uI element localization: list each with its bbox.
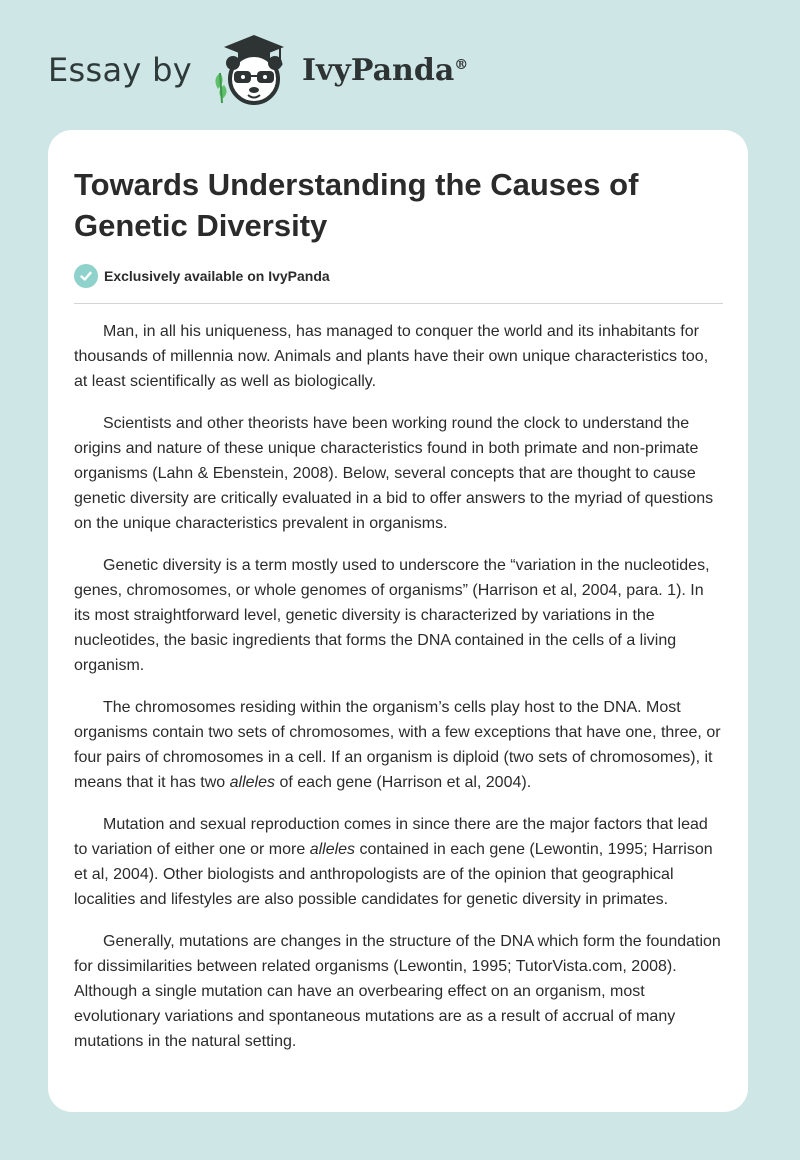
checkmark-icon — [74, 264, 98, 288]
paragraph — [74, 319, 724, 394]
text-run: Mutation and sexual reproduction comes in since there are the major factors that lead to variation of either one or more — [74, 816, 708, 858]
paragraph — [74, 695, 724, 795]
text-run: of each gene (Harrison et al, 2004). — [275, 774, 532, 791]
paragraph — [74, 929, 724, 1054]
text-run: Genetic diversity is a term mostly used to underscore the “variation in the nucleotides, genes, chromosomes, or whole genomes of organisms” (Harrison et al, 2004, para. 1). In its most straightforward level, genetic diversity is characterized by variations in the nucleotides, the basic ingredients that forms the DNA contained in the cells of a living organism. — [74, 557, 710, 674]
paragraph — [74, 553, 724, 678]
essay-by-label: Essay by — [48, 51, 192, 89]
text-run: contained in each gene (Lewontin, 1995; Harrison et al, 2004). Other biologists and anthropologists are of the opinion that geographical localities and lifestyles are also possible candidates for genetic diversity in primates. — [74, 841, 713, 908]
text-run: Generally, mutations are changes in the structure of the DNA which form the foundation for dissimilarities between related organisms (Lewontin, 1995; TutorVista.com, 2008). Although a single mutation can have an overbearing effect on an organism, most evolutionary variations and spontaneous mutations are as a result of accrual of many mutations in the natural setting. — [74, 933, 721, 1050]
essay-body — [74, 319, 724, 1071]
site-header — [48, 30, 468, 110]
paragraph — [74, 411, 724, 536]
paragraph — [74, 812, 724, 912]
italic-term: alleles — [229, 774, 275, 791]
ivypanda-logo[interactable] — [210, 33, 468, 107]
text-run: Scientists and other theorists have been working round the clock to understand the origins and nature of these unique characteristics found in both primate and non-primate organisms (Lahn & Ebenstein, 2008). Below, several concepts that are thought to cause genetic diversity are critically evaluated in a bid to offer answers to the myriad of questions on the unique characteristics prevalent in organisms. — [74, 415, 714, 532]
text-run: Man, in all his uniqueness, has managed to conquer the world and its inhabitants for thousands of millennia now. Animals and plants have their own unique characteristics too, at least scientifically as well as biologically. — [74, 323, 709, 390]
divider — [74, 303, 723, 304]
italic-term: alleles — [309, 841, 356, 858]
essay-card — [48, 130, 748, 1112]
brand-name: IvyPanda® — [301, 52, 469, 88]
badge-label: Exclusively available on IvyPanda — [104, 268, 330, 284]
essay-title: Towards Understanding the Causes of Genetic Diversity — [74, 167, 639, 243]
exclusive-badge — [74, 264, 330, 288]
text-run: The chromosomes residing within the organism’s cells play host to the DNA. Most organisms contain two sets of chromosomes, with a few exceptions that have one, three, or four pairs of chromosomes in a cell. If an organism is diploid (two sets of chromosomes), it means that it has two — [74, 699, 721, 791]
panda-mascot-icon — [210, 33, 298, 107]
